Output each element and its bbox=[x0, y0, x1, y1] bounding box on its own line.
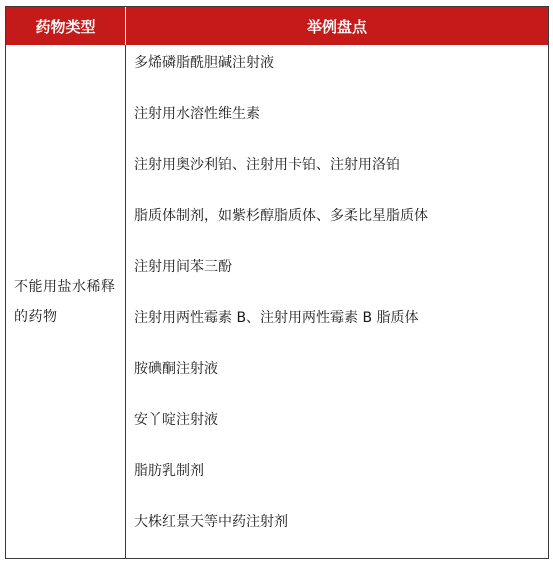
example-item: 注射用间苯三酚 bbox=[134, 259, 232, 275]
example-item: 注射用奥沙利铂、注射用卡铂、注射用洛铂 bbox=[134, 157, 400, 173]
example-item: 注射用两性霉素 B、注射用两性霉素 B 脂质体 bbox=[134, 310, 419, 326]
example-item: 胺碘酮注射液 bbox=[134, 361, 218, 377]
table-body bbox=[6, 45, 548, 558]
drug-table bbox=[5, 6, 549, 559]
example-item: 注射用水溶性维生素 bbox=[134, 106, 260, 122]
example-item: 大株红景天等中药注射剂 bbox=[134, 514, 288, 530]
example-item: 脂质体制剂，如紫杉醇脂质体、多柔比星脂质体 bbox=[134, 208, 428, 224]
example-item: 多烯磷脂酰胆碱注射液 bbox=[134, 55, 274, 71]
table-header bbox=[6, 7, 548, 45]
header-drug-type: 药物类型 bbox=[6, 7, 126, 45]
category-cell: 不能用盐水稀释的药物 bbox=[6, 45, 126, 558]
example-item: 安丫啶注射液 bbox=[134, 412, 218, 428]
header-examples: 举例盘点 bbox=[306, 17, 367, 36]
examples-cell bbox=[126, 45, 548, 558]
example-item: 脂肪乳制剂 bbox=[134, 463, 204, 479]
